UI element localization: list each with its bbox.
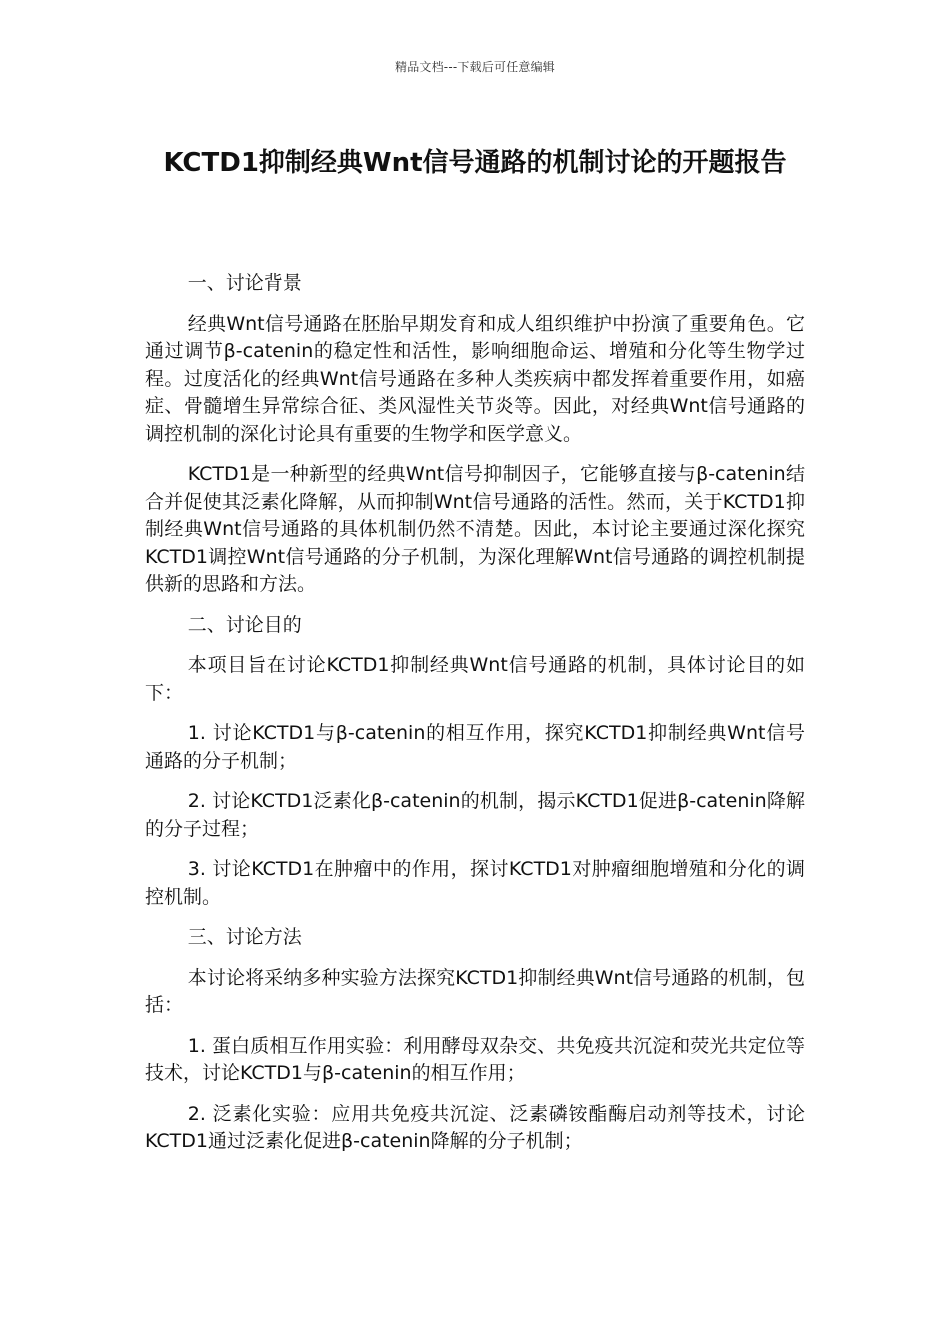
list-item: 2. 讨论KCTD1泛素化β-catenin的机制，揭示KCTD1促进β-catenin降解的分子过程； <box>145 790 805 840</box>
list-item: 1. 蛋白质相互作用实验：利用酵母双杂交、共免疫共沉淀和荧光共定位等技术，讨论KCTD1与β-catenin的相互作用； <box>145 1034 805 1084</box>
list-item: 3. 讨论KCTD1在肿瘤中的作用，探讨KCTD1对肿瘤细胞增殖和分化的调控机制。 <box>145 858 805 908</box>
document-body <box>145 270 805 1169</box>
header-note: 精品文档---下载后可任意编辑 <box>395 60 555 74</box>
section-heading-methods: 三、讨论方法 <box>187 926 302 948</box>
paragraph: KCTD1是一种新型的经典Wnt信号抑制因子，它能够直接与β-catenin结合并促使其泛素化降解，从而抑制Wnt信号通路的活性。然而，关于KCTD1抑制经典Wnt信号通路的具体机制仍然不清楚。因此，本讨论主要通过深化探究KCTD1调控Wnt信号通路的分子机制，为深化理解Wnt信号通路的调控机制提供新的思路和方法。 <box>145 463 805 595</box>
paragraph: 本项目旨在讨论KCTD1抑制经典Wnt信号通路的机制，具体讨论目的如下： <box>145 654 805 704</box>
list-item: 2. 泛素化实验：应用共免疫共沉淀、泛素磷铵酯酶启动剂等技术，讨论KCTD1通过泛素化促进β-catenin降解的分子机制； <box>145 1102 805 1152</box>
section-heading-background: 一、讨论背景 <box>187 272 302 294</box>
paragraph: 经典Wnt信号通路在胚胎早期发育和成人组织维护中扮演了重要角色。它通过调节β-catenin的稳定性和活性，影响细胞命运、增殖和分化等生物学过程。过度活化的经典Wnt信号通路在多种人类疾病中都发挥着重要作用，如癌症、骨髓增生异常综合征、类风湿性关节炎等。因此，对经典Wnt信号通路的调控机制的深化讨论具有重要的生物学和医学意义。 <box>145 312 805 445</box>
section-heading-purpose: 二、讨论目的 <box>187 613 302 636</box>
list-item: 1. 讨论KCTD1与β-catenin的相互作用，探究KCTD1抑制经典Wnt信号通路的分子机制； <box>145 722 805 772</box>
document-title: KCTD1抑制经典Wnt信号通路的机制讨论的开题报告 <box>163 148 787 178</box>
paragraph: 本讨论将采纳多种实验方法探究KCTD1抑制经典Wnt信号通路的机制，包括： <box>145 966 805 1016</box>
